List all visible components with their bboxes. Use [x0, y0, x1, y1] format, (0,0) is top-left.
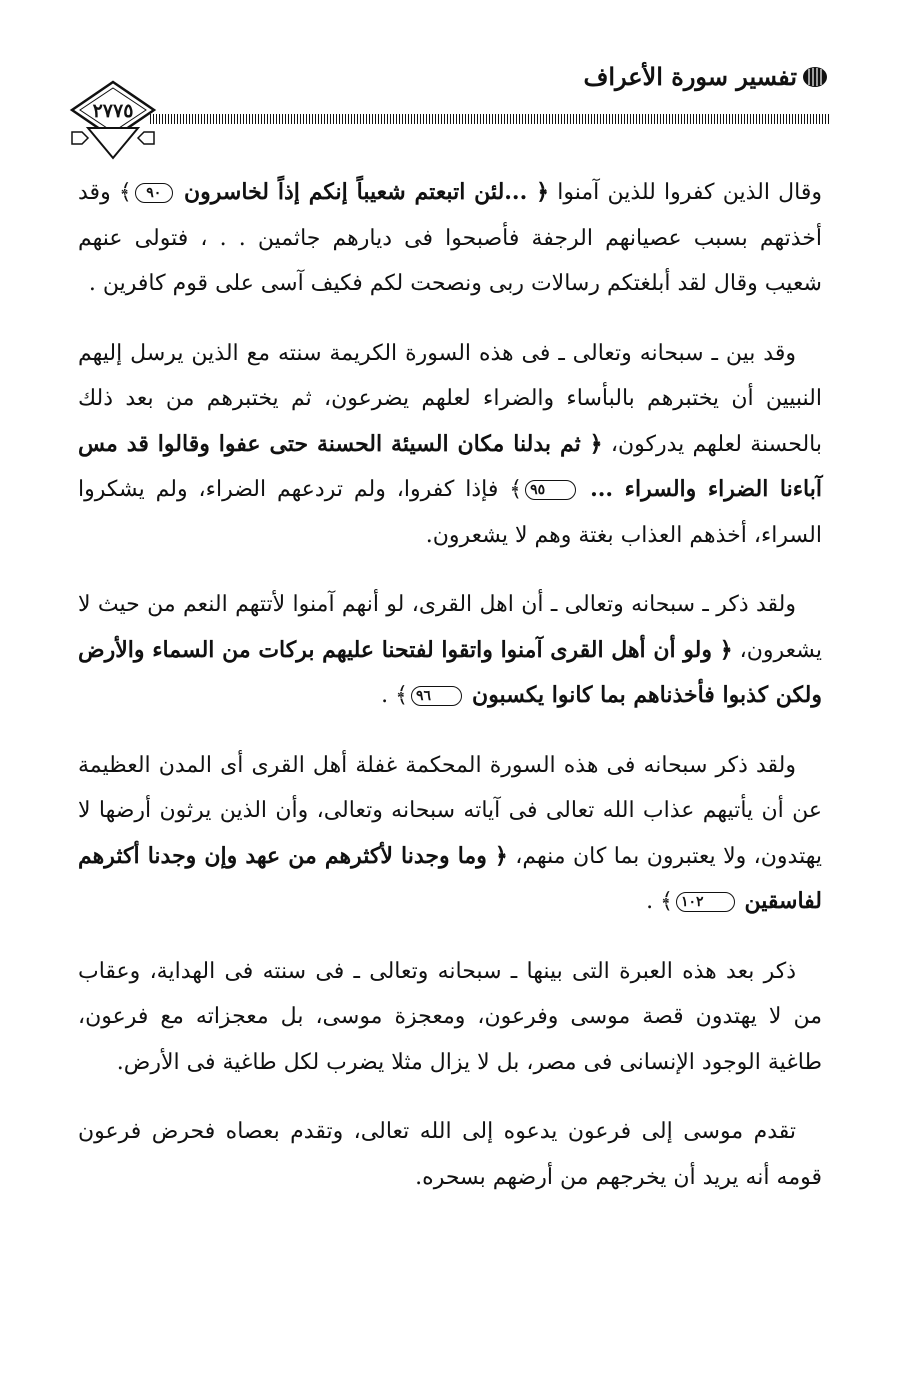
body-text: . [646, 889, 661, 914]
header-rule [150, 114, 830, 124]
quran-verse: ﴿ وما وجدنا لأكثرهم من عهد وإن وجدنا أكثرهم لفاسقين [78, 842, 822, 914]
body-text: وقال الذين كفروا للذين آمنوا [549, 180, 823, 205]
paragraph [78, 331, 822, 559]
quran-verse: ﴿ ثم بدلنا مكان السيئة الحسنة حتى عفوا وقالوا قد مس آباءنا الضراء والسراء ... [78, 430, 822, 502]
paragraph [78, 743, 822, 925]
running-header-title: تفسير سورة الأعراف [583, 62, 797, 91]
paragraph [78, 170, 822, 307]
paragraph [78, 582, 822, 719]
body-text: ولقد ذكر ـ سبحانه وتعالى ـ أن اهل القرى، لو أنهم آمنوا لأتتهم النعم من حيث لا يشعرون، [78, 592, 823, 663]
body-text: . [381, 683, 396, 708]
verse-number-badge: ٩٠ [135, 183, 173, 203]
diamond-ornament-icon [802, 66, 828, 88]
verse-close-bracket: ﴾ [395, 683, 408, 708]
verse-close-bracket: ﴾ [660, 889, 673, 914]
quran-verse: ﴿ ...لئن اتبعتم شعيباً إنكم إذاً لخاسرون [184, 179, 550, 205]
body-text: تقدم موسى إلى فرعون يدعوه إلى الله تعالى، وتقدم بعصاه فحرض فرعون قومه أنه يريد أن يخرجهم من أرضهم بسحره. [78, 1119, 822, 1190]
paragraph [78, 949, 822, 1086]
page-number: ٢٧٧٥ [92, 100, 134, 122]
body-text: فإذا كفروا، ولم تردعهم الضراء، ولم يشكروا السراء، أخذهم العذاب بغتة وهم لا يشعرون. [78, 477, 822, 548]
body-text: ذكر بعد هذه العبرة التى بينها ـ سبحانه وتعالى ـ فى سنته فى الهداية، وعقاب من لا يهتدون قصة موسى وفرعون، ومعجزة موسى، بل معجزاته مع فرعون، طاغية الوجود الإنسانى فى مصر، بل لا يزال مثلا يضرب لكل طاغية فى الأرض. [78, 958, 822, 1075]
body-text: وقد أخذتهم بسبب عصيانهم الرجفة فأصبحوا فى ديارهم جاثمين . . ، فتولى عنهم شعيب وقال لقد أبلغتكم رسالات ربى ونصحت لكم فكيف آسى على قوم كافرين . [78, 180, 822, 296]
verse-close-bracket: ﴾ [509, 477, 523, 502]
verse-close-bracket: ﴾ [118, 180, 132, 205]
page-body [78, 170, 822, 1224]
body-text: وقد بين ـ سبحانه وتعالى ـ فى هذه السورة الكريمة سنته مع الذين يرسل إليهم النبيين أن يختبرهم بالبأساء والضراء لعلهم يضرعون، ثم يختبرهم من بعد ذلك بالحسنة لعلهم يدركون، [78, 340, 822, 457]
verse-number-badge: ١٠٢ [676, 892, 735, 912]
body-text: ولقد ذكر سبحانه فى هذه السورة المحكمة غفلة أهل القرى أى المدن العظيمة عن أن يأتيهم عذاب الله تعالى فى آياته سبحانه وتعالى، وأن الذين يرثون أرضها لا يهتدون، ولا يعتبرون بما كان منهم، [78, 752, 823, 869]
quran-verse: ﴿ ولو أن أهل القرى آمنوا واتقوا لفتحنا عليهم بركات من السماء والأرض ولكن كذبوا فأخذناهم بما كانوا يكسبون [78, 636, 822, 708]
verse-number-badge: ٩٦ [411, 686, 462, 706]
verse-number-badge: ٩٥ [525, 480, 576, 500]
paragraph [78, 1109, 822, 1200]
